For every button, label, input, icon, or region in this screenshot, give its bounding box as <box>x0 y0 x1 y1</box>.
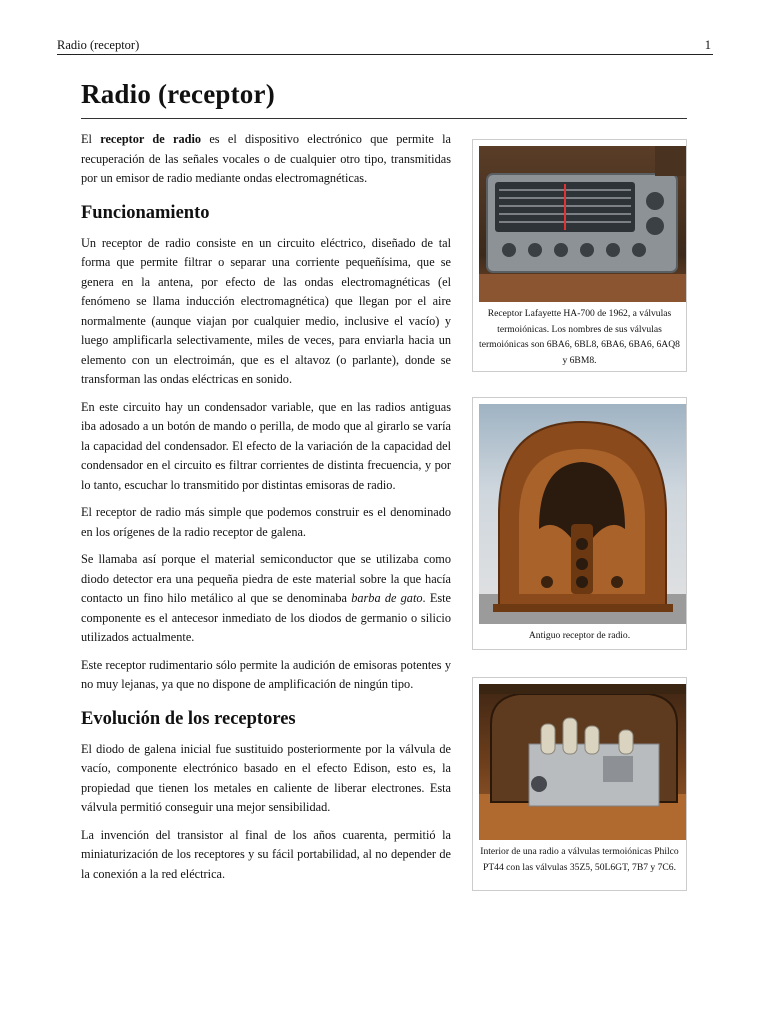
section-heading-evolucion: Evolución de los receptores <box>81 708 296 729</box>
paragraph-text: Se llamaba así porque el material semiconductor que se utilizaba como diodo detector era una pequeña piedra de este material sobre la que hacía contacto un fino hilo metálico al que se denominaba <box>81 552 451 605</box>
paragraph: Un receptor de radio consiste en un circuito eléctrico, diseñado de tal forma que permite filtrar o separar una corriente pequeñísima, que se genera en la antena, por efecto de las ondas electromagnéticas (el fenómeno se llama inducción electromagnética) que llegan por el aire normalmente (aunque viajan por cualquier medio, inclusive el vacío) y luego amplificarla selectivamente, miles de veces, para enviarla hacia un elemento con un electroimán, que es el altavoz (o parlante), donde se transforman las ondas eléctricas en sonido. <box>81 235 451 386</box>
paragraph: La invención del transistor al final de los años cuarenta, permitió la miniaturización de los receptores y su fácil portabilidad, al no depender de la conexión a la red eléctrica. <box>81 827 451 881</box>
paragraph: Este receptor rudimentario sólo permite la audición de emisoras potentes y no muy lejanas, ya que no dispone de amplificación de ningún tipo. <box>81 657 451 691</box>
intro-text-start: El <box>81 132 101 146</box>
figure-lafayette-radio <box>472 139 687 372</box>
antique-radio-image[interactable] <box>479 404 686 624</box>
article-title: Radio (receptor) <box>81 79 275 109</box>
paragraph <box>81 550 451 648</box>
philco-interior-image[interactable] <box>479 684 686 840</box>
running-header <box>57 38 713 55</box>
figure-caption: Interior de una radio a válvulas termoiónicas Philco PT44 con las válvulas 35Z5, 50L6GT, 7B7 y 7C6. <box>480 846 679 873</box>
article-body <box>81 130 451 892</box>
chassis-illustration <box>479 684 686 840</box>
italic-term: barba de gato <box>351 591 423 605</box>
section-heading-funcionamiento: Funcionamiento <box>81 202 210 223</box>
figure-antique-radio <box>472 397 687 650</box>
paragraph: El receptor de radio más simple que podemos construir es el denominado en los orígenes de la radio receptor de galena. <box>81 505 451 539</box>
page-number: 1 <box>704 38 711 52</box>
cathedral-radio-illustration <box>479 404 686 624</box>
paragraph: En este circuito hay un condensador variable, que en las radios antiguas iba adosado a un botón de mando o perilla, de modo que al girarlo se varía la capacidad del condensador. El efecto de la variación de la capacidad del condensador en el circuito es filtrar corrientes de distinta frecuencia, y por lo tanto, escuchar lo transmitido por distintas emisoras de radio. <box>81 399 451 492</box>
figure-philco-interior <box>472 677 687 891</box>
intro-text-end: es el dispositivo electrónico que permite la recuperación de las señales vocales o de cualquier otro tipo, transmitidas por un emisor de radio mediante ondas electromagnéticas. <box>81 132 451 185</box>
figure-caption: Antiguo receptor de radio. <box>528 630 631 641</box>
lafayette-radio-image[interactable] <box>479 146 686 302</box>
paragraph: El diodo de galena inicial fue sustituido posteriormente por la válvula de vacío, componente electrónico basado en el efecto Edison, esto es, la propiedad que tienen los metales en caliente de liberar electrones. Esta válvula permitió conseguir una mejor sensibilidad. <box>81 741 451 814</box>
intro-term-link: receptor de radio <box>100 132 202 146</box>
paragraph-text: . Este componente es el antecesor inmediato de los diodos de germanio o silicio utilizados actualmente. <box>81 591 451 644</box>
running-header-title: Radio (receptor) <box>57 38 140 52</box>
intro-paragraph <box>81 130 451 189</box>
radio-illustration <box>479 146 686 302</box>
title-rule <box>81 118 687 119</box>
figure-caption: Receptor Lafayette HA-700 de 1962, a válvulas termoiónicas. Los nombres de sus válvulas termoiónicas son 6BA6, 6BL8, 6BA6, 6BA6, 6AQ8 y 6BM8. <box>479 308 680 366</box>
